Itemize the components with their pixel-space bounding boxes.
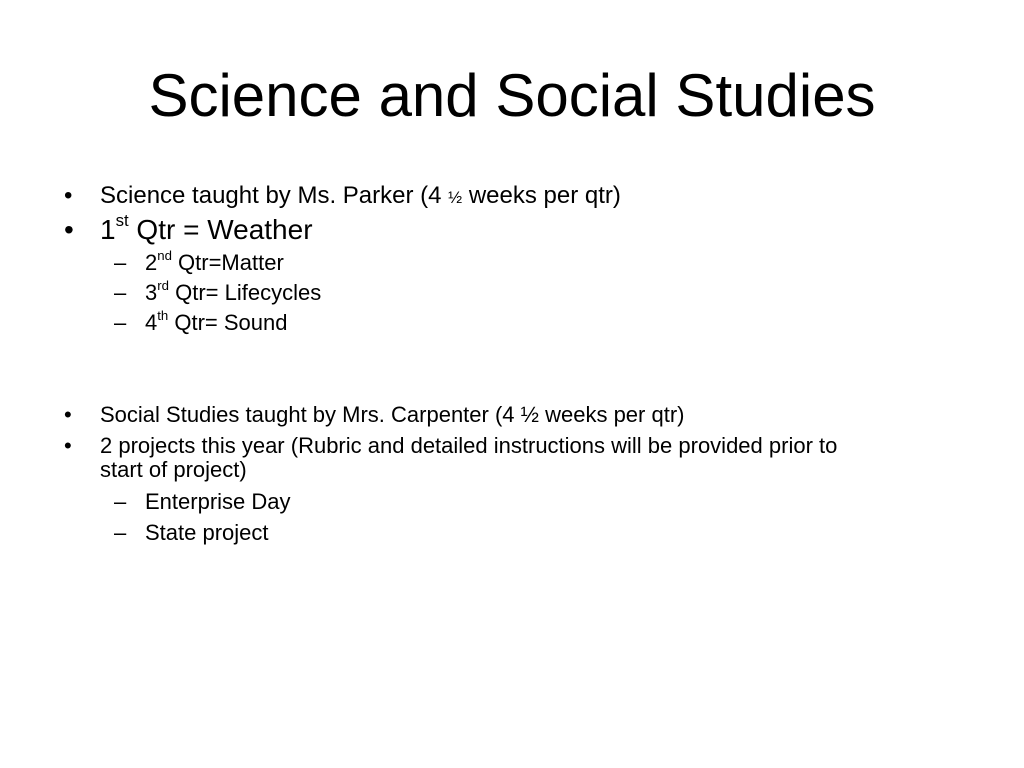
bullet-icon: • [64, 402, 72, 427]
sub-list-item [114, 250, 126, 276]
slide-title: Science and Social Studies [148, 62, 876, 129]
list-item [64, 433, 72, 459]
dash-icon: – [114, 250, 127, 275]
list-item [64, 182, 72, 210]
list-item-text-line2: start of project) [100, 457, 247, 482]
list-item-text: Social Studies taught by Mrs. Carpenter (4 ½ weeks per qtr) [100, 402, 685, 427]
bullet-icon: • [64, 182, 73, 209]
bullet-icon: • [64, 214, 74, 245]
dash-icon: – [114, 280, 127, 305]
bullet-icon: • [64, 433, 72, 458]
list-item [64, 402, 72, 428]
sub-list-item [114, 520, 126, 546]
sub-list-item [114, 310, 126, 336]
sub-list-item-text: 3rd Qtr= Lifecycles [145, 277, 322, 305]
sub-list-item-text: Enterprise Day [145, 489, 291, 514]
list-item [64, 214, 74, 246]
dash-icon: – [114, 520, 127, 545]
sub-list-item-text: State project [145, 520, 269, 545]
list-item-text-line1: 2 projects this year (Rubric and detailed instructions will be provided prior to [100, 433, 838, 458]
list-item-text: 1st Qtr = Weather [100, 211, 313, 245]
dash-icon: – [114, 310, 127, 335]
sub-list-item-text: 2nd Qtr=Matter [145, 247, 284, 275]
list-item-text: Science taught by Ms. Parker (4 ½ weeks per qtr) [100, 182, 621, 209]
sub-list-item [114, 280, 126, 306]
sub-list-item [114, 489, 126, 515]
sub-list-item-text: 4th Qtr= Sound [145, 307, 288, 335]
dash-icon: – [114, 489, 127, 514]
